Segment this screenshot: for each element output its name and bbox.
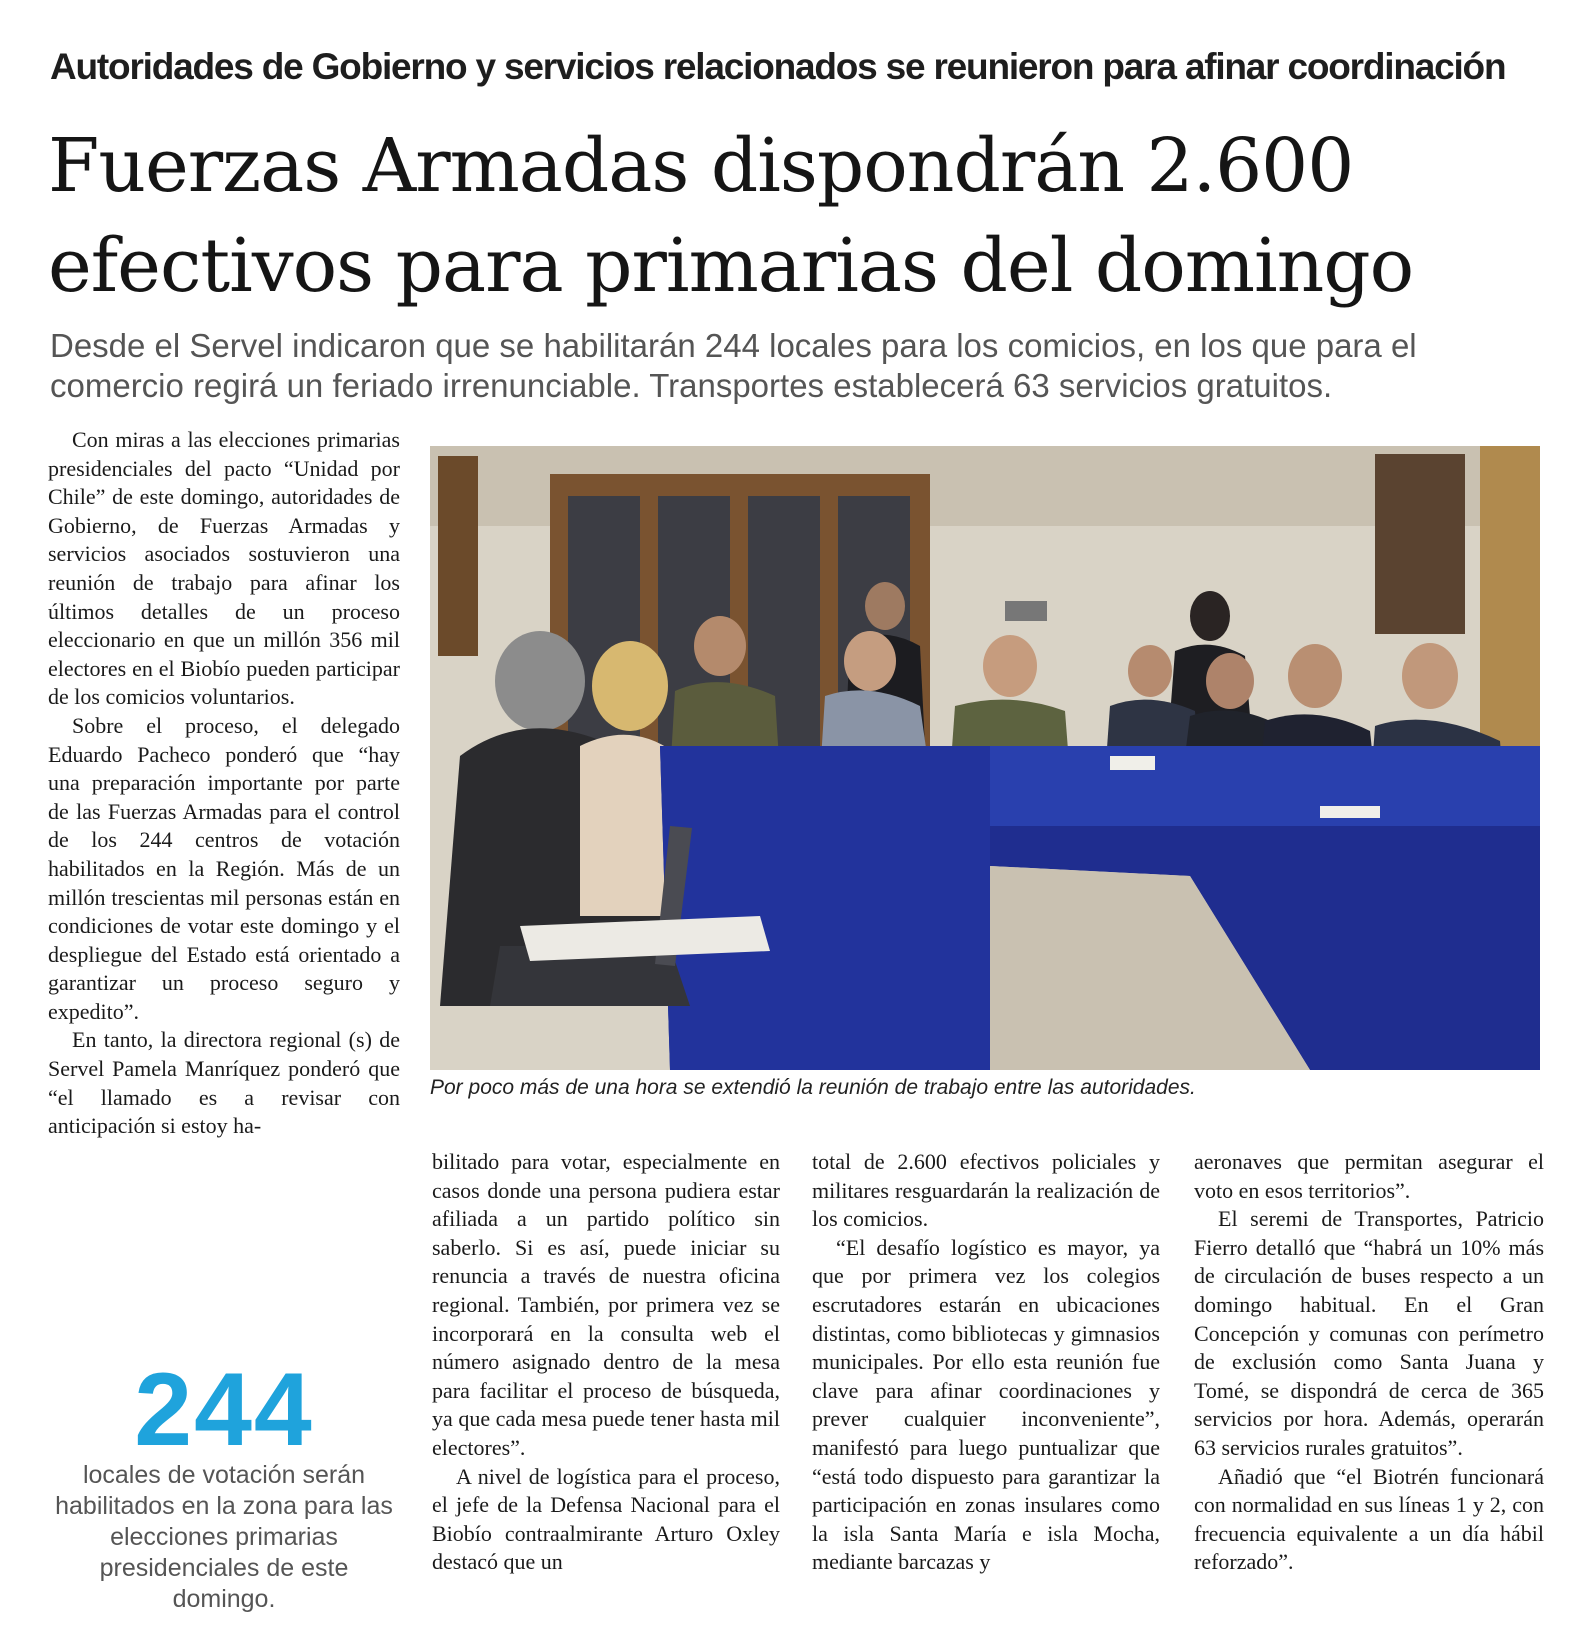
stat-description: locales de votación serán habilitados en la zona para las elecciones primarias presidenciales de este domingo. xyxy=(55,1461,393,1613)
meeting-photo xyxy=(430,446,1540,1070)
paragraph: Sobre el proceso, el delegado Eduardo Pacheco ponderó que “hay una preparación importante por parte de las Fuerzas Armadas para el control de los 244 centros de votación habilitados en la Región. Más de un millón trescientas mil personas están en condiciones de votar este domingo y el despliegue del Estado está orientado a garantizar un proceso seguro y expedito”. xyxy=(48,712,400,1024)
paragraph: Con miras a las elecciones primarias presidenciales del pacto “Unidad por Chile” de este domingo, autoridades de Gobierno, de Fuerzas Armadas y servicios asociados sostuvieron una reunión de trabajo para afinar los últimos detalles de un proceso eleccionario en que un millón 356 mil electores en el Biobío pueden participar de los comicios voluntarios. xyxy=(48,427,400,710)
article-column-4 xyxy=(1194,1148,1544,1577)
paragraph: aeronaves que permitan asegurar el voto en esos territorios”. xyxy=(1194,1149,1544,1203)
paragraph: “El desafío logístico es mayor, ya que por primera vez los colegios escrutadores estarán en ubicaciones distintas, como bibliotecas y gimnasios municipales. Por ello esta reunión fue clave para afinar coordinaciones y prever cualquier inconveniente”, manifestó para luego puntualizar que “está todo dispuesto para garantizar la participación en zonas insulares como la isla Santa María e isla Mocha, mediante barcazas y xyxy=(812,1234,1160,1575)
paragraph: total de 2.600 efectivos policiales y militares resguardarán la realización de los comicios. xyxy=(812,1149,1160,1232)
paragraph: A nivel de logística para el proceso, el jefe de la Defensa Nacional para el Biobío contraalmirante Arturo Oxley destacó que un xyxy=(432,1463,780,1575)
headline xyxy=(48,116,1548,316)
headline-line-1: Fuerzas Armadas dispondrán 2.600 xyxy=(48,123,1354,209)
article-column-2 xyxy=(432,1148,780,1577)
meeting-photo-illustration xyxy=(430,446,1540,1070)
stat-number: 244 xyxy=(134,1352,314,1468)
kicker: Autoridades de Gobierno y servicios relacionados se reunieron para afinar coordinación xyxy=(50,46,1506,87)
paragraph: El seremi de Transportes, Patricio Fierro detalló que “habrá un 10% más de circulación de buses respecto a un domingo habitual. En el Gran Concepción y comunas con perímetro de exclusión como Santa Juana y Tomé, se dispondrá de cerca de 365 servicios por hora. Además, operarán 63 servicios rurales gratuitos”. xyxy=(1194,1206,1544,1460)
article-column-1 xyxy=(48,426,400,1141)
article-column-3 xyxy=(812,1148,1160,1577)
photo-caption: Por poco más de una hora se extendió la reunión de trabajo entre las autoridades. xyxy=(430,1076,1196,1099)
paragraph: En tanto, la directora regional (s) de Servel Pamela Manríquez ponderó que “el llamado es a revisar con anticipación si estoy ha- xyxy=(48,1027,400,1139)
paragraph: bilitado para votar, especialmente en casos donde una persona pudiera estar afiliada a un partido político sin saberlo. Si es así, puede iniciar su renuncia a través de nuestra oficina regional. También, por primera vez se incorporará en la consulta web el número asignado dentro de la mesa para facilitar el proceso de búsqueda, ya que cada mesa puede tener hasta mil electores”. xyxy=(432,1149,780,1460)
deck: Desde el Servel indicaron que se habilitarán 244 locales para los comicios, en los que para el comercio regirá un feriado irrenunciable. Transportes establecerá 63 servicios gratuitos. xyxy=(50,327,1417,404)
paragraph: Añadió que “el Biotrén funcionará con normalidad en sus líneas 1 y 2, con frecuencia equivalente a un día hábil reforzado”. xyxy=(1194,1463,1544,1575)
headline-line-2: efectivos para primarias del domingo xyxy=(48,223,1414,309)
